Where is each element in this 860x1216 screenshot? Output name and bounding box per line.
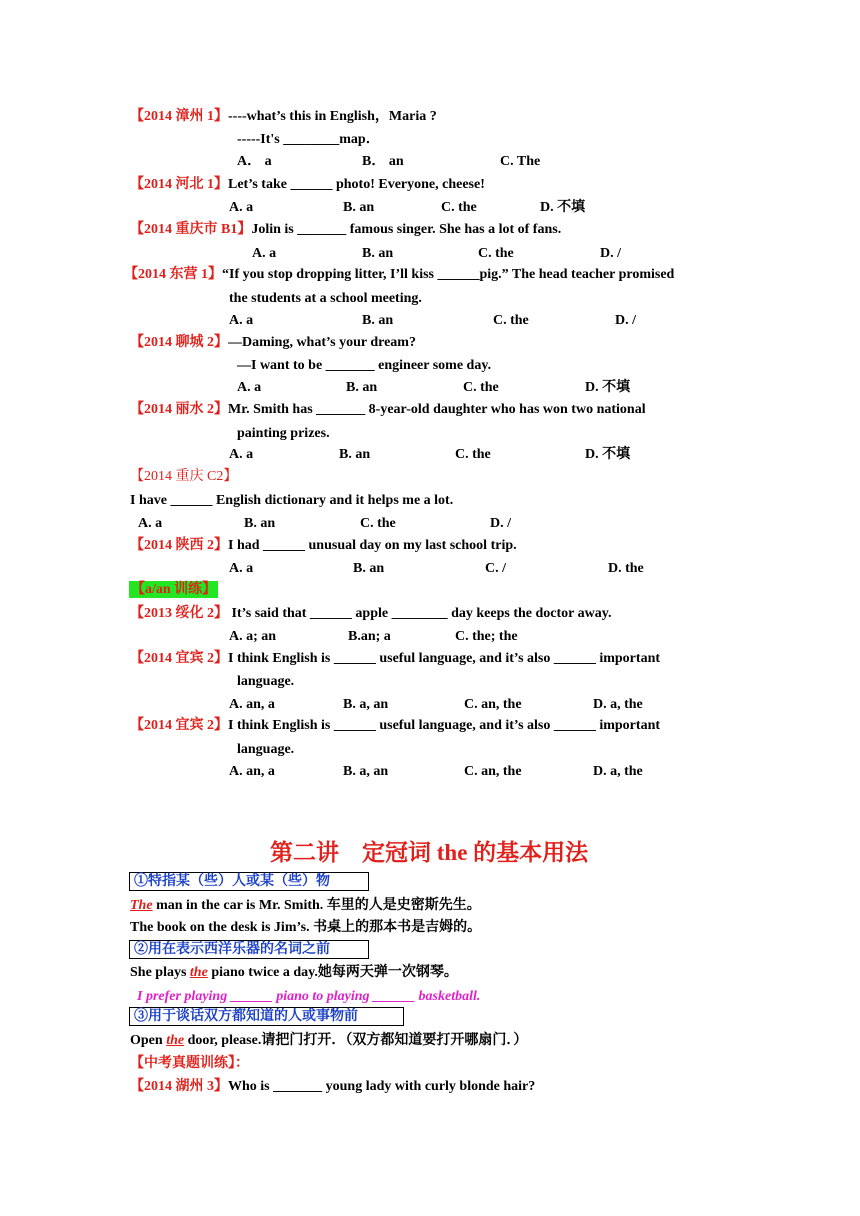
question-text: Who is _______ young lady with curly blonde hair? (228, 1079, 536, 1094)
question-2 (130, 176, 485, 194)
option-c: C. the (455, 447, 491, 462)
question-source-tag: 【2014 漳州 1】 (130, 109, 228, 124)
question-source-tag: 【2014 宜宾 2】 (130, 651, 228, 666)
option-c: C. the (441, 200, 477, 215)
question-text-line2: painting prizes. (237, 426, 330, 441)
rule-1-example-2: The book on the desk is Jim’s. 书桌上的那本书是吉姆的。 (130, 920, 482, 935)
question-text: I think English is ______ useful language, and it’s also ______ important (228, 718, 661, 733)
option-b: B. a, an (343, 764, 389, 779)
option-d: D. 不填 (585, 447, 631, 462)
option-a: A． a (237, 154, 272, 169)
option-a: A. an, a (229, 697, 275, 712)
question-text: Let’s take ______ photo! Everyone, cheese! (228, 177, 485, 192)
section-tag: 【a/an 训练】 (131, 582, 217, 597)
option-b: B. an (244, 516, 276, 531)
question-text-line2: language. (237, 674, 295, 689)
option-b: B. an (353, 561, 385, 576)
lecture-title: 第二讲 定冠词 the 的基本用法 (270, 840, 589, 865)
question-1 (130, 108, 437, 126)
option-d: D. / (490, 516, 511, 531)
exam-practice-tag: 【中考真题训练】： (130, 1056, 249, 1071)
question-text-line2: -----It's ________map． (237, 132, 380, 147)
option-a: A. an, a (229, 764, 275, 779)
rule-2-heading: ②用在表示西洋乐器的名词之前 (129, 940, 369, 959)
option-a: A. a (229, 561, 254, 576)
option-c: C. the (478, 246, 514, 261)
question-12 (130, 1078, 535, 1096)
question-text: It’s said that ______ apple ________ day keeps the doctor away. (228, 606, 612, 621)
question-8 (130, 537, 517, 555)
question-source-tag: 【2014 河北 1】 (130, 177, 228, 192)
question-5 (130, 334, 416, 352)
question-text: Jolin is _______ famous singer. She has a lot of fans. (251, 222, 562, 237)
question-6 (130, 401, 646, 419)
question-4 (124, 266, 674, 284)
option-c: C. the; the (455, 629, 518, 644)
option-d: D. a, the (593, 697, 643, 712)
rule-2-example-2: I prefer playing ______ piano to playing ______ basketball. (137, 989, 481, 1004)
option-c: C. / (485, 561, 506, 576)
option-a: A. a (138, 516, 163, 531)
option-d: D. / (615, 313, 636, 328)
option-b: B. an (339, 447, 371, 462)
rule-2-example-1: She plays the piano twice a day.她每两天弹一次钢琴。 (130, 965, 458, 980)
option-a: A. a (229, 313, 254, 328)
option-c: C. an, the (464, 697, 522, 712)
question-text: “If you stop dropping litter, I’ll kiss ______pig.” The head teacher promised (222, 267, 675, 282)
question-text-line2: —I want to be _______ engineer some day. (237, 358, 492, 373)
option-c: C. an, the (464, 764, 522, 779)
rule-1-example-1: The man in the car is Mr. Smith. 车里的人是史密斯先生。 (130, 898, 481, 913)
rule-3-heading: ③用于谈话双方都知道的人或事物前 (129, 1007, 404, 1026)
option-b: B. an (362, 313, 394, 328)
option-d: D. the (608, 561, 644, 576)
question-text-line2: the students at a school meeting. (229, 291, 422, 306)
option-a: A. a (237, 380, 262, 395)
option-d: D. / (600, 246, 621, 261)
question-text-line2: language. (237, 742, 295, 757)
option-b: B.an; a (348, 629, 391, 644)
option-b: B. an (362, 246, 394, 261)
rule-3-example-1: Open the door, please.请把门打开．（双方都知道要打开哪扇门．） (130, 1033, 528, 1048)
option-a: A. a; an (229, 629, 277, 644)
option-a: A. a (229, 447, 254, 462)
question-source-tag: 【2014 聊城 2】 (130, 335, 228, 350)
rule-1-heading: ①特指某（些）人或某（些）物 (129, 872, 369, 891)
option-d: D. 不填 (540, 200, 586, 215)
question-source-tag: 【2014 东营 1】 (124, 267, 222, 282)
question-9 (130, 605, 611, 623)
question-11 (130, 717, 660, 735)
question-text: ----what’s this in English，Maria ? (228, 109, 437, 124)
option-a: A. a (229, 200, 254, 215)
option-d: D. 不填 (585, 380, 631, 395)
question-source-tag: 【2014 丽水 2】 (130, 402, 228, 417)
option-b: B. an (346, 380, 378, 395)
option-b: B. an (343, 200, 375, 215)
question-source-tag: 【2014 湖州 3】 (130, 1079, 228, 1094)
option-b: B． an (362, 154, 404, 169)
question-source-tag: 【2014 宜宾 2】 (130, 718, 228, 733)
option-c: C. the (463, 380, 499, 395)
option-d: D. a, the (593, 764, 643, 779)
question-text: Mr. Smith has _______ 8-year-old daughter who has won two national (228, 402, 646, 417)
option-c: C. The (500, 154, 541, 169)
question-text: I think English is ______ useful language, and it’s also ______ important (228, 651, 661, 666)
option-b: B. a, an (343, 697, 389, 712)
question-source-tag: 【2014 重庆市 B1】 (130, 222, 252, 237)
option-c: C. the (360, 516, 396, 531)
question-10 (130, 650, 660, 668)
question-text: —Daming, what’s your dream? (228, 335, 416, 350)
question-source-tag: 【2014 陕西 2】 (130, 538, 228, 553)
question-3 (130, 221, 561, 239)
question-source-tag: 【2013 绥化 2】 (130, 606, 228, 621)
question-text: I have ______ English dictionary and it helps me a lot. (130, 493, 454, 508)
option-a: A. a (252, 246, 277, 261)
option-c: C. the (493, 313, 529, 328)
question-text: I had ______ unusual day on my last school trip. (228, 538, 517, 553)
question-source-tag: 【2014 重庆 C2】 (130, 469, 238, 484)
